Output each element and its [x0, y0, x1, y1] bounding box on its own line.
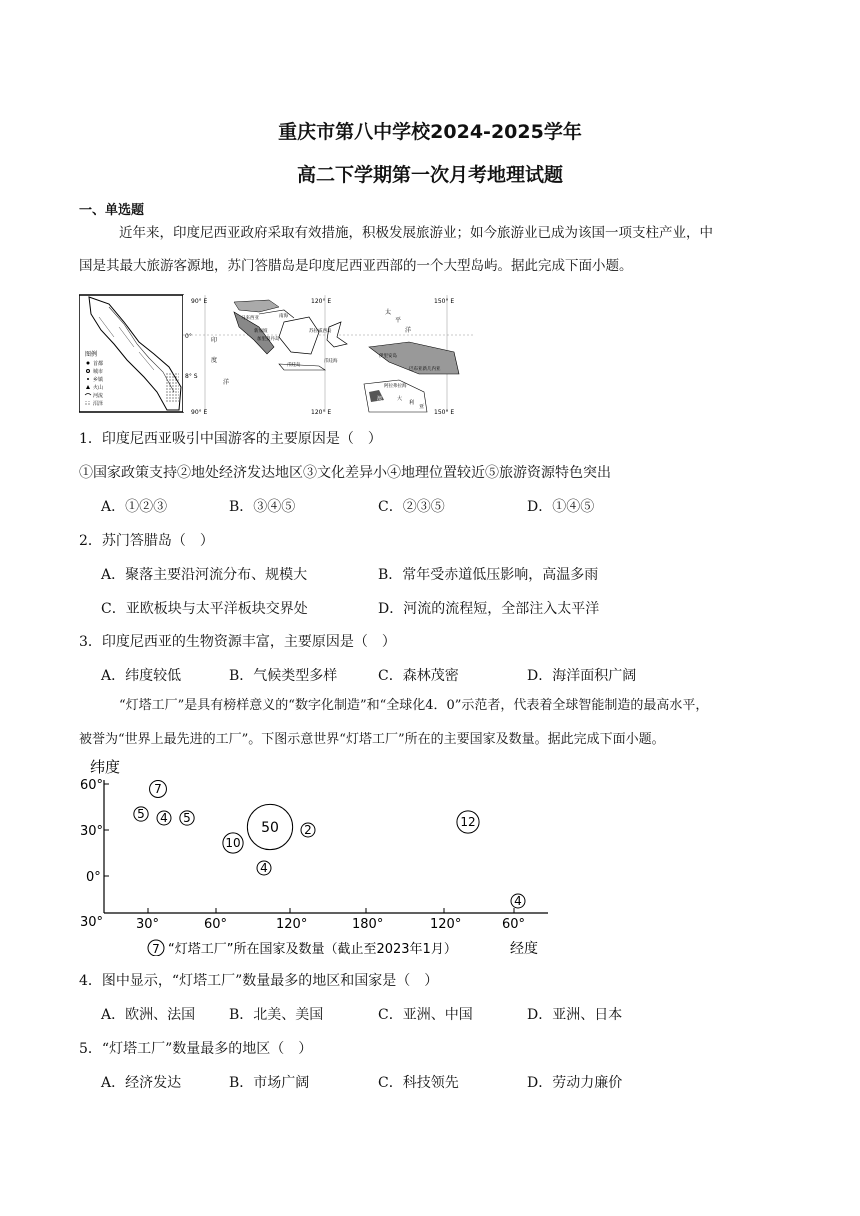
svg-text:爪哇海: 爪哇海	[324, 359, 338, 364]
passage1-line2: 国是其最大旅游客源地，苏门答腊岛是印度尼西亚西部的一个大型岛屿。据此完成下面小题。	[79, 258, 633, 274]
y-tick-60n: 60°	[80, 778, 104, 793]
factory-bubble-label: 10	[225, 836, 241, 850]
chart-caption: “灯塔工厂”所在国家及数量（截止至2023年1月）	[168, 942, 457, 956]
x-tick-120e: 120°	[276, 917, 308, 932]
x-tick-180: 180°	[352, 917, 384, 932]
q1-option-d[interactable]: D．①④⑤	[527, 499, 595, 515]
q3-option-b[interactable]: B．气候类型多样	[229, 668, 338, 684]
exam-title-line2: 高二下学期第一次月考地理试题	[296, 164, 563, 186]
lat-8s: 8° S	[185, 373, 198, 380]
q2-option-d[interactable]: D．河流的流程短，全部注入太平洋	[378, 601, 600, 617]
svg-text:苏拉威西岛: 苏拉威西岛	[309, 329, 332, 334]
svg-text:巴布亚新几内亚: 巴布亚新几内亚	[409, 367, 441, 372]
svg-text:阿拉弗拉海: 阿拉弗拉海	[384, 384, 407, 389]
chart-xlabel: 经度	[510, 941, 538, 956]
q4-option-b[interactable]: B．北美、美国	[229, 1007, 324, 1023]
x-tick-30: 30°	[136, 917, 160, 932]
passage2-line1: “灯塔工厂”是具有榜样意义的“数字化制造”和“全球化4．0”示范者，代表着全球智能制造的最高水平，	[119, 698, 709, 713]
q5-option-a[interactable]: A．经济发达	[101, 1075, 182, 1091]
factory-bubble-label: 2	[304, 823, 312, 837]
svg-text:火山: 火山	[93, 385, 104, 391]
question-1-statements: ①国家政策支持②地处经济发达地区③文化差异小④地理位置较近⑤旅游资源特色突出	[79, 465, 611, 481]
lon-150-bottom: 150° E	[434, 409, 455, 416]
lon-120-top: 120° E	[311, 298, 332, 305]
lon-90-top: 90° E	[191, 298, 208, 305]
q3-option-d[interactable]: D．海洋面积广阔	[527, 668, 637, 684]
svg-text:河流: 河流	[93, 393, 104, 399]
question-3-stem: 3．印度尼西亚的生物资源丰富，主要原因是（ ）	[79, 634, 396, 650]
question-5-stem: 5．“灯塔工厂”数量最多的地区（ ）	[79, 1041, 313, 1057]
question-4-stem: 4．图中显示，“灯塔工厂”数量最多的地区和国家是（ ）	[79, 973, 439, 989]
svg-text:印: 印	[211, 337, 218, 344]
svg-text:乡镇: 乡镇	[93, 377, 104, 383]
svg-text:新加坡: 新加坡	[254, 329, 268, 334]
caption-marker-label: 7	[152, 942, 160, 956]
svg-text:首都: 首都	[93, 361, 104, 367]
indonesia-map	[79, 292, 477, 416]
y-tick-0: 0°	[86, 870, 101, 885]
factory-bubble-label: 4	[160, 811, 168, 825]
svg-text:太: 太	[385, 309, 392, 316]
svg-text:马来西亚: 马来西亚	[241, 316, 259, 321]
factory-bubble-label: 4	[514, 894, 522, 908]
svg-text:伊里安岛: 伊里安岛	[379, 354, 397, 359]
q2-option-c[interactable]: C．亚欧板块与太平洋板块交界处	[101, 601, 308, 617]
svg-text:大: 大	[397, 396, 403, 402]
x-tick-120w: 120°	[430, 917, 462, 932]
q3-option-a[interactable]: A．纬度较低	[101, 668, 182, 684]
svg-text:澳: 澳	[377, 396, 383, 402]
svg-text:洋: 洋	[223, 379, 230, 386]
factory-bubble-label: 7	[154, 782, 162, 796]
q3-option-c[interactable]: C．森林茂密	[378, 668, 459, 684]
q4-option-c[interactable]: C．亚洲、中国	[378, 1007, 473, 1023]
svg-text:洋: 洋	[405, 327, 412, 334]
factory-bubble-label: 50	[261, 820, 279, 836]
lon-150-top: 150° E	[434, 298, 455, 305]
q5-option-c[interactable]: C．科技领先	[378, 1075, 459, 1091]
y-tick-30n: 30°	[80, 824, 104, 839]
q4-option-d[interactable]: D．亚洲、日本	[527, 1007, 623, 1023]
factory-bubble-label: 12	[460, 815, 476, 829]
factory-bubble-label: 5	[137, 807, 145, 821]
x-tick-60: 60°	[204, 917, 228, 932]
svg-text:南海: 南海	[279, 314, 288, 319]
q4-option-a[interactable]: A．欧洲、法国	[101, 1007, 196, 1023]
passage1-line1: 近年来，印度尼西亚政府采取有效措施，积极发展旅游业；如今旅游业已成为该国一项支柱产业，中	[119, 225, 713, 241]
lat-0: 0°	[185, 333, 192, 340]
x-tick-60w: 60°	[502, 917, 526, 932]
q1-option-a[interactable]: A．①②③	[101, 499, 168, 515]
q5-option-d[interactable]: D．劳动力廉价	[527, 1075, 623, 1091]
q2-option-b[interactable]: B．常年受赤道低压影响，高温多雨	[378, 567, 599, 583]
svg-text:亚: 亚	[419, 404, 425, 410]
svg-text:平: 平	[395, 317, 402, 324]
factory-bubble-label: 4	[260, 861, 268, 875]
lon-90-bottom: 90° E	[191, 409, 208, 416]
q2-option-a[interactable]: A．聚落主要沿河流分布、规模大	[101, 567, 308, 583]
factory-bubble-label: 5	[183, 811, 191, 825]
svg-text:加里曼丹岛: 加里曼丹岛	[257, 337, 280, 342]
map-legend-title: 图例	[85, 351, 98, 358]
y-tick-30s: 30°	[80, 915, 104, 930]
svg-text:度: 度	[211, 357, 218, 364]
q5-option-b[interactable]: B．市场广阔	[229, 1075, 310, 1091]
question-1-stem: 1．印度尼西亚吸引中国游客的主要原因是（ ）	[79, 431, 382, 447]
section-heading: 一、单选题	[79, 203, 145, 218]
svg-text:利: 利	[409, 400, 415, 406]
svg-text:爪哇岛: 爪哇岛	[287, 363, 301, 368]
exam-title-line1: 重庆市第八中学校2024-2025学年	[278, 121, 582, 143]
q1-option-b[interactable]: B．③④⑤	[229, 499, 296, 515]
lon-120-bottom: 120° E	[311, 409, 332, 416]
question-2-stem: 2．苏门答腊岛（ ）	[79, 533, 214, 549]
q1-option-c[interactable]: C．②③⑤	[378, 499, 445, 515]
chart-ylabel: 纬度	[90, 758, 121, 776]
svg-text:城市: 城市	[93, 369, 104, 375]
svg-text:沼泽: 沼泽	[93, 401, 104, 407]
passage2-line2: 被誉为“世界上最先进的工厂”。下图示意世界“灯塔工厂”所在的主要国家及数量。据此完成下面小题。	[79, 732, 665, 747]
lighthouse-factory-chart	[78, 756, 553, 956]
